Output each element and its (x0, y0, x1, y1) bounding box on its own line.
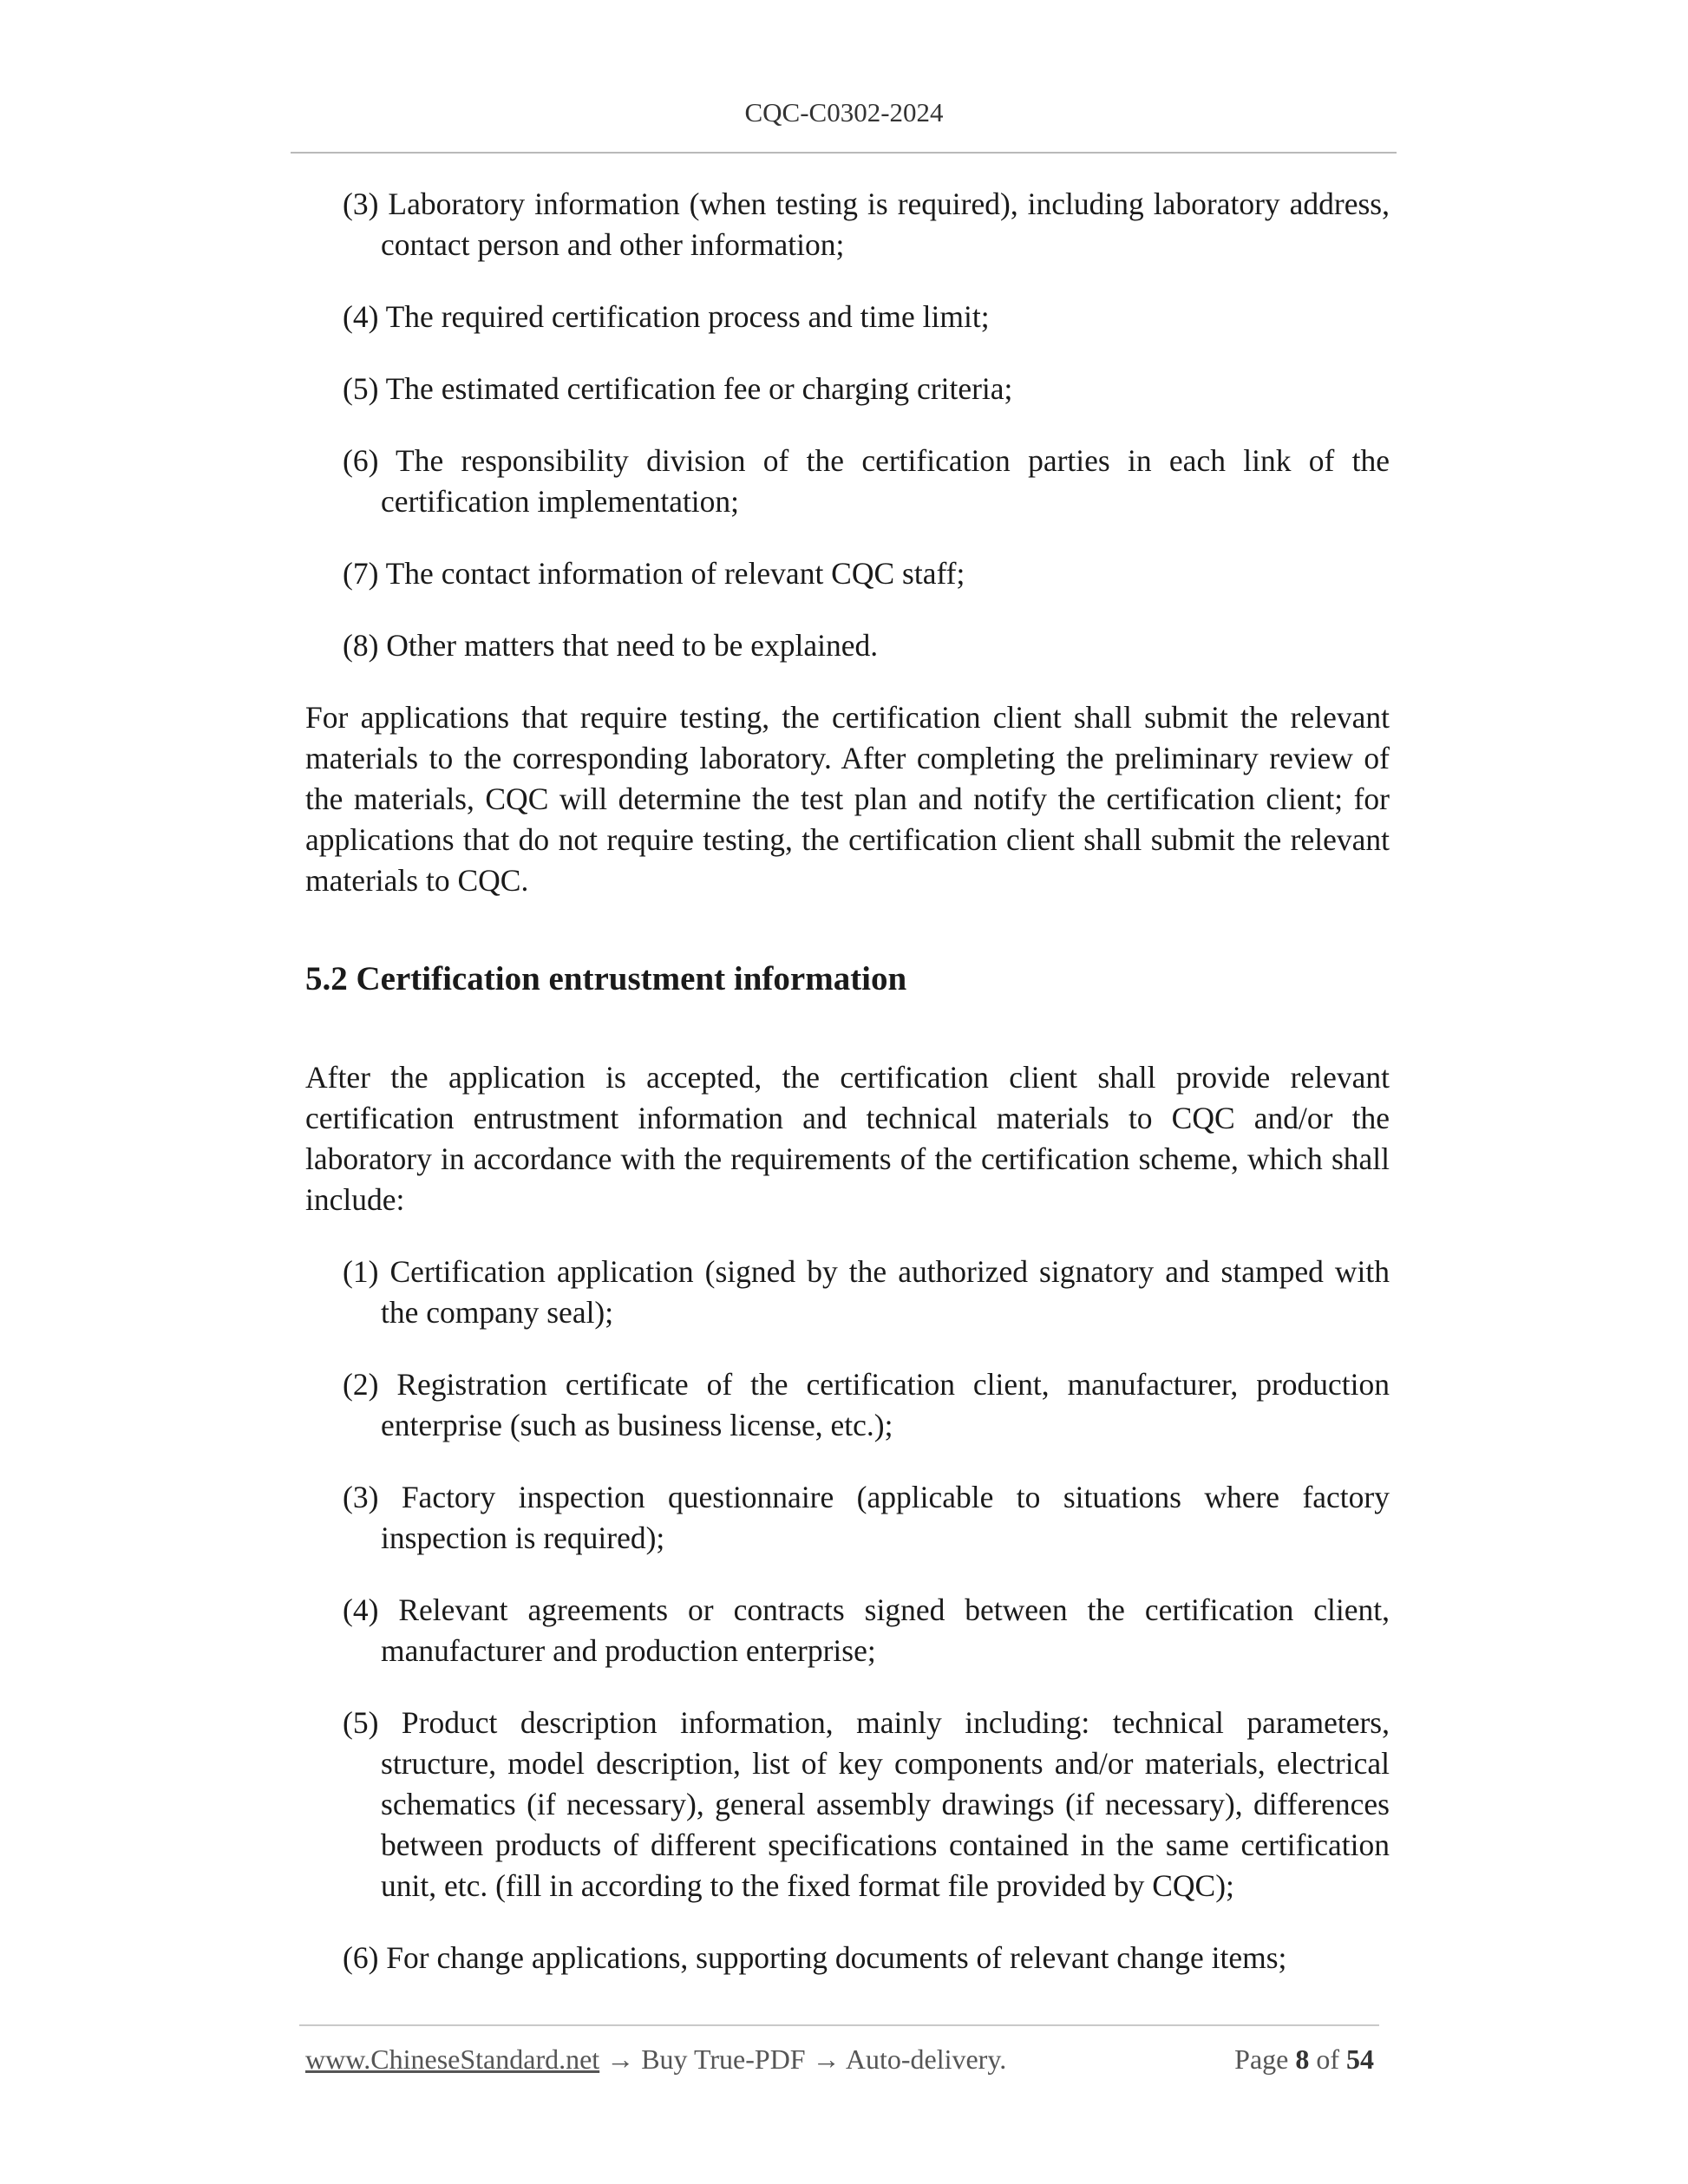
list-item-contact: (7) The contact information of relevant CQC staff; (343, 556, 965, 591)
page-label: Page (1234, 2043, 1289, 2075)
of-label: of (1316, 2043, 1339, 2075)
footer (305, 2043, 1374, 2076)
list-item-process: (4) The required certification process and time limit; (343, 299, 990, 334)
arrow-right-icon: → (606, 2043, 635, 2075)
list-item-fee: (5) The estimated certification fee or charging criteria; (343, 371, 1013, 406)
list-item-product-description: (5) Product description information, mainly including: technical parameters, structure, model description, list of key components and/or materials, electrical schematics (if necessary), general assembly drawings (if necessary), differences between products of different specifications contained in the same certification unit, etc. (fill in according to the fixed format file provided by CQC); (343, 1705, 1390, 1903)
footer-left (305, 2043, 1006, 2076)
footer-divider (299, 2024, 1379, 2026)
list-item-responsibility: (6) The responsibility division of the certification parties in each link of the certification implementation; (343, 443, 1390, 519)
arrow-right-icon: → (812, 2043, 841, 2075)
delivery-text: Auto-delivery. (845, 2043, 1007, 2075)
document-code: CQC-C0302-2024 (744, 97, 944, 128)
paragraph-testing: For applications that require testing, the certification client shall submit the relevant materials to the corresponding laboratory. After completing the preliminary review of the materials, CQC will determine the test plan and notify the certification client; for applications that do not require testing, the certification client shall submit the relevant materials to CQC. (305, 700, 1390, 898)
list-item-application: (1) Certification application (signed by the authorized signatory and stamped with the company seal); (343, 1254, 1390, 1330)
page-number: 8 (1295, 2043, 1310, 2075)
page-indicator (1234, 2043, 1374, 2076)
website-link[interactable]: www.ChineseStandard.net (305, 2043, 600, 2075)
page-body (305, 184, 1390, 2010)
section-heading: 5.2 Certification entrustment information (305, 960, 907, 997)
list-item-questionnaire: (3) Factory inspection questionnaire (applicable to situations where factory inspection is required); (343, 1480, 1390, 1555)
buy-text: Buy True-PDF (641, 2043, 806, 2075)
list-item-agreements: (4) Relevant agreements or contracts signed between the certification client, manufacturer and production enterprise; (343, 1592, 1390, 1668)
list-item-other: (8) Other matters that need to be explained. (343, 628, 879, 663)
header-divider (291, 152, 1397, 154)
page-total: 54 (1346, 2043, 1374, 2075)
paragraph-intro: After the application is accepted, the certification client shall provide relevant certification entrustment information and technical materials to CQC and/or the laboratory in accordance with the requirements of the certification scheme, which shall include: (305, 1060, 1390, 1217)
list-item-change-applications: (6) For change applications, supporting documents of relevant change items; (343, 1940, 1287, 1975)
list-item-registration: (2) Registration certificate of the certification client, manufacturer, production enterprise (such as business license, etc.); (343, 1367, 1390, 1442)
list-item-lab-info: (3) Laboratory information (when testing is required), including laboratory address, contact person and other information; (343, 186, 1390, 262)
